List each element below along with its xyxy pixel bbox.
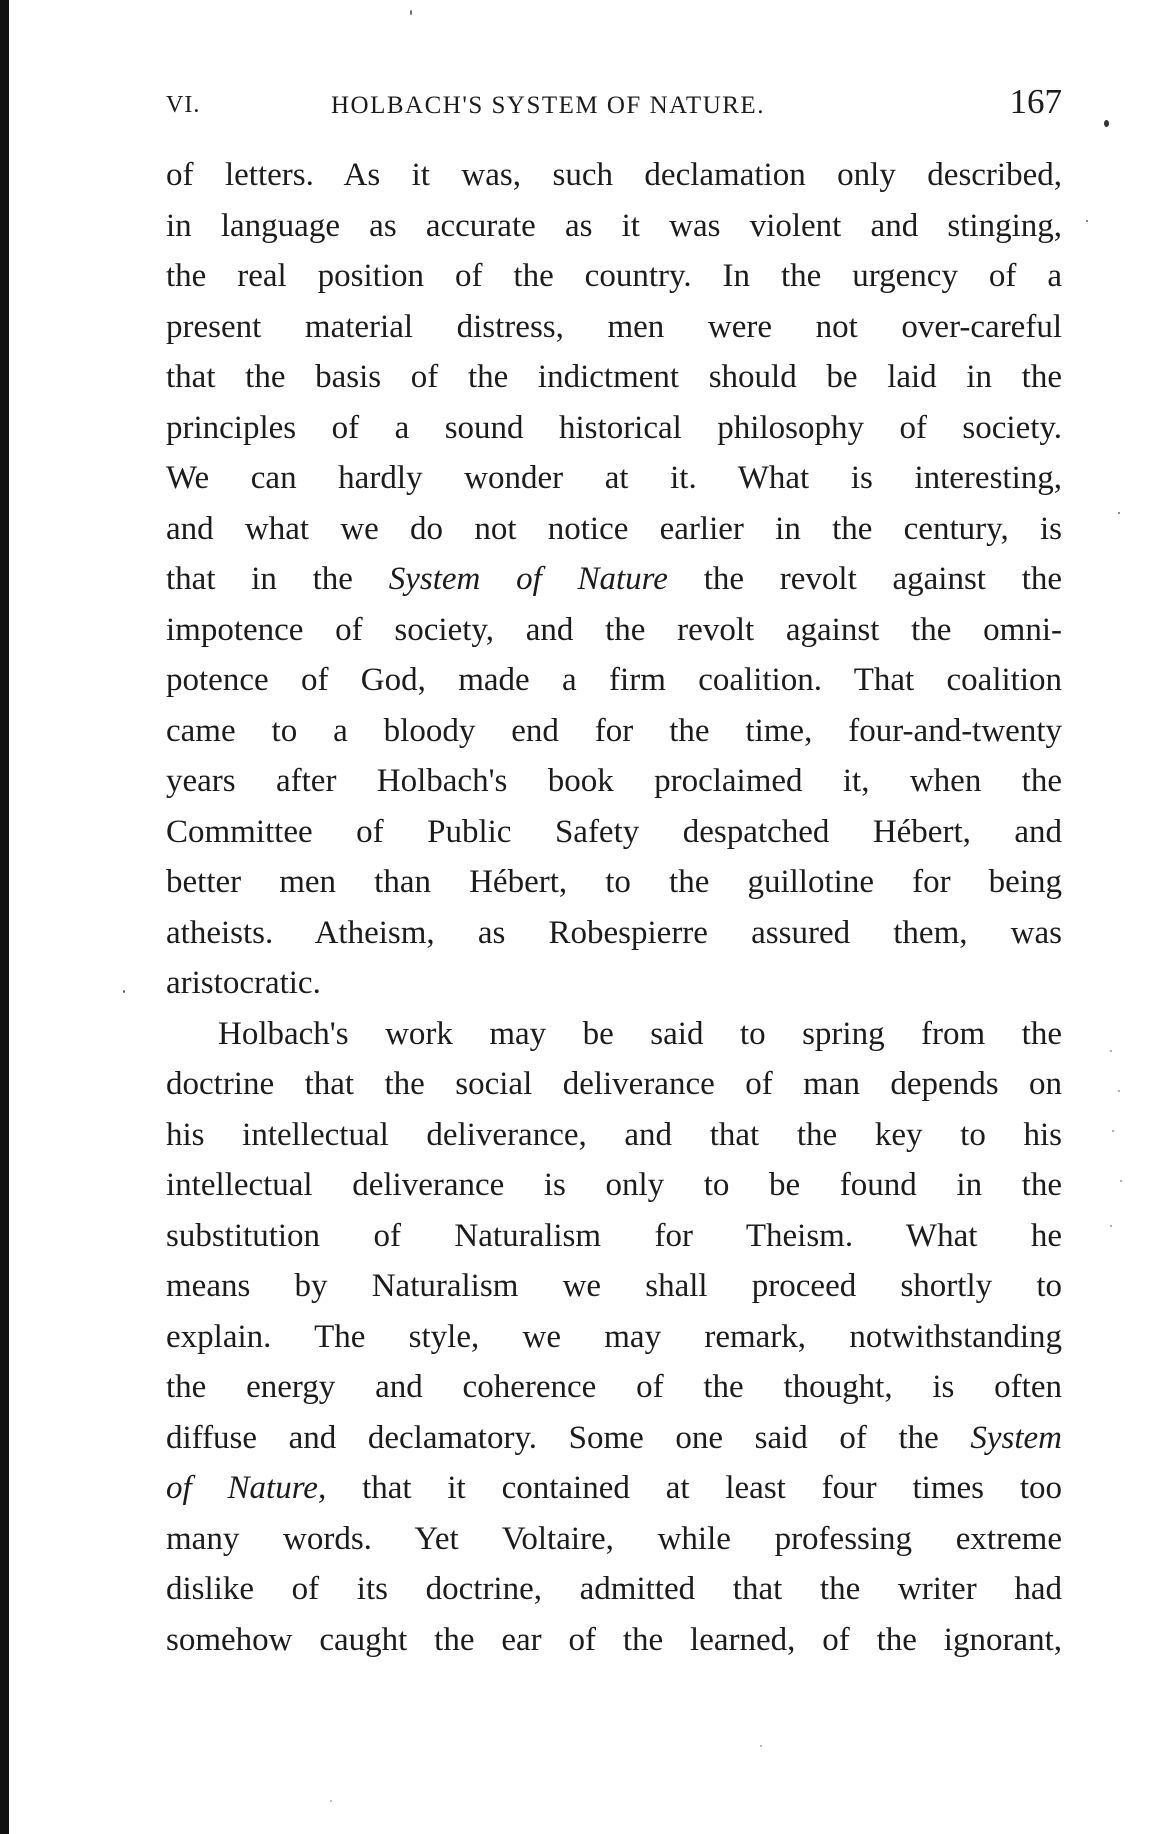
scan-speck xyxy=(1118,1090,1120,1092)
page-text xyxy=(166,150,1062,1665)
scan-speck xyxy=(1120,1180,1122,1182)
text-line: that the basis of the indictment should be laid in the xyxy=(166,359,1062,395)
text-line: the energy and coherence of the thought, is often xyxy=(166,1369,1062,1405)
text-line: years after Holbach's book proclaimed it, when the xyxy=(166,763,1062,799)
text-line: of Nature, that it contained at least four times too xyxy=(166,1470,1062,1506)
italic-title: of Nature, xyxy=(166,1470,327,1506)
text-line: better men than Hébert, to the guillotine for being xyxy=(166,864,1062,900)
scan-speck xyxy=(1112,1130,1114,1132)
scan-speck xyxy=(760,1745,762,1747)
scan-speck xyxy=(1086,220,1088,222)
paragraph xyxy=(166,1009,1062,1666)
scan-speck xyxy=(410,10,412,15)
text-line: intellectual deliverance is only to be found in the xyxy=(166,1167,1062,1203)
text-line: in language as accurate as it was violent and stinging, xyxy=(166,207,1062,244)
text-line: his intellectual deliverance, and that the key to his xyxy=(166,1116,1062,1153)
text-line: means by Naturalism we shall proceed shortly to xyxy=(166,1268,1062,1304)
text-line: aristocratic. xyxy=(166,965,321,1001)
text-line: present material distress, men were not over-careful xyxy=(166,308,1062,345)
scan-speck xyxy=(1110,1050,1112,1052)
text-line: dislike of its doctrine, admitted that the writer had xyxy=(166,1571,1062,1607)
text-line: diffuse and declamatory. Some one said of the System xyxy=(166,1419,1062,1456)
scan-speck xyxy=(330,1800,332,1802)
text-line: that in the System of Nature the revolt against the xyxy=(166,561,1063,597)
text-line: doctrine that the social deliverance of man depends on xyxy=(166,1066,1062,1102)
page-number: 167 xyxy=(1009,82,1062,121)
text-line: substitution of Naturalism for Theism. What he xyxy=(166,1217,1062,1254)
text-line: and what we do not notice earlier in the century, is xyxy=(166,510,1062,547)
text-line: Committee of Public Safety despatched Hébert, and xyxy=(166,813,1062,850)
italic-title: System xyxy=(970,1419,1062,1456)
text-line: explain. The style, we may remark, notwithstanding xyxy=(166,1318,1062,1355)
text-line: impotence of society, and the revolt against the omni- xyxy=(166,611,1062,648)
text-line: atheists. Atheism, as Robespierre assured them, was xyxy=(166,914,1062,951)
paragraph xyxy=(166,150,1062,1009)
text-line: Holbach's work may be said to spring from the xyxy=(218,1015,1062,1052)
scan-speck xyxy=(1110,1225,1112,1227)
text-line: principles of a sound historical philosophy of society. xyxy=(166,409,1062,446)
text-line: somehow caught the ear of the learned, of the ignorant, xyxy=(166,1621,1062,1658)
running-head xyxy=(166,78,1062,128)
binding-edge xyxy=(0,0,9,1834)
text-line: many words. Yet Voltaire, while professing extreme xyxy=(166,1520,1062,1557)
scan-speck xyxy=(1118,512,1120,514)
scan-speck xyxy=(123,990,125,993)
section-number: VI. xyxy=(166,92,201,118)
italic-title: System of Nature xyxy=(388,561,668,597)
text-line: We can hardly wonder at it. What is interesting, xyxy=(166,460,1062,496)
running-title: HOLBACH'S SYSTEM OF NATURE. xyxy=(331,92,765,119)
text-line: of letters. As it was, such declamation only described, xyxy=(166,157,1062,193)
text-line: came to a bloody end for the time, four-and-twenty xyxy=(166,712,1062,749)
text-line: potence of God, made a firm coalition. That coalition xyxy=(166,662,1062,698)
text-line: the real position of the country. In the urgency of a xyxy=(166,258,1062,294)
scan-speck xyxy=(1104,120,1109,127)
